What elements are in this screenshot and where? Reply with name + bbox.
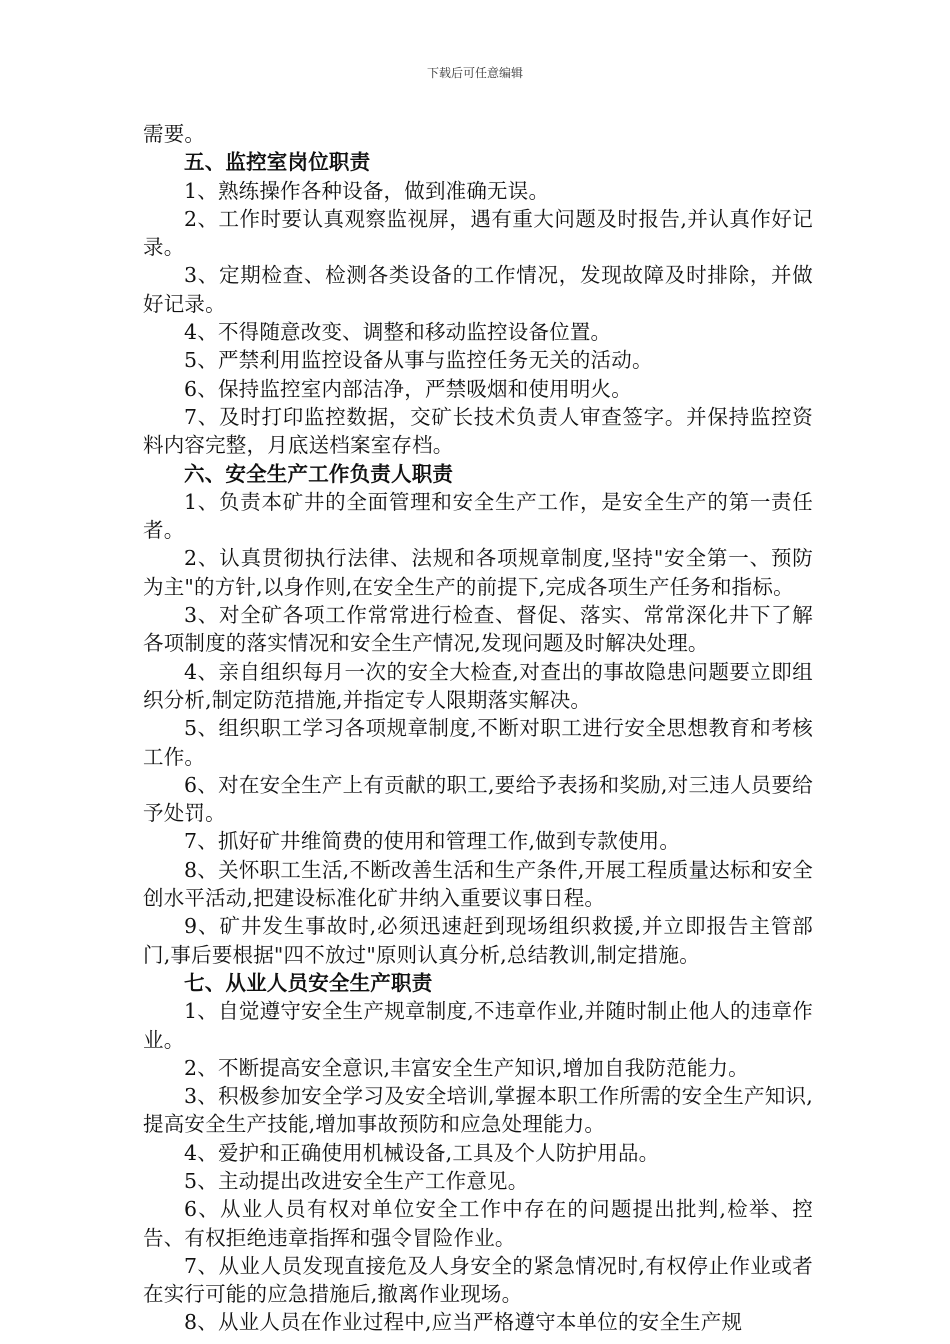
document-body xyxy=(143,120,813,1337)
section-6-heading: 六、安全生产工作负责人职责 xyxy=(184,461,454,486)
section-6-item-3: 3、对全矿各项工作常常进行检查、督促、落实、常常深化井下了解各项制度的落实情况和安全生产情况,发现问题及时解决处理。 xyxy=(143,603,813,656)
section-5-item-1: 1、熟练操作各种设备，做到准确无误。 xyxy=(184,178,550,203)
section-6-item-6: 6、对在安全生产上有贡献的职工,要给予表扬和奖励,对三违人员要给予处罚。 xyxy=(143,772,813,826)
section-7-item-3: 3、积极参加安全学习及安全培训,掌握本职工作所需的安全生产知识,提高安全生产技能,增加事故预防和应急处理能力。 xyxy=(143,1084,813,1137)
section-7-item-6: 6、从业人员有权对单位安全工作中存在的问题提出批判,检举、控告、有权拒绝违章指挥和强令冒险作业。 xyxy=(143,1197,813,1250)
section-7-item-7: 7、从业人员发现直接危及人身安全的紧急情况时,有权停止作业或者在实行可能的应急措施后,撤离作业现场。 xyxy=(143,1253,813,1307)
section-5-item-7: 7、及时打印监控数据，交矿长技术负责人审查签字。并保持监控资料内容完整，月底送档案室存档。 xyxy=(143,404,813,458)
section-6-item-5: 5、组织职工学习各项规章制度,不断对职工进行安全思想教育和考核工作。 xyxy=(143,716,813,769)
section-7-item-4: 4、爱护和正确使用机械设备,工具及个人防护用品。 xyxy=(184,1140,660,1165)
section-7-heading: 七、从业人员安全生产职责 xyxy=(184,970,433,995)
section-6-item-1: 1、负责本矿井的全面管理和安全生产工作，是安全生产的第一责任者。 xyxy=(143,489,813,543)
section-5-item-6: 6、保持监控室内部洁净，严禁吸烟和使用明火。 xyxy=(184,376,632,401)
lead-paragraph: 需要。 xyxy=(143,122,206,146)
section-5-item-3: 3、定期检查、检测各类设备的工作情况，发现故障及时排除，并做好记录。 xyxy=(143,263,813,316)
section-5-item-5: 5、严禁利用监控设备从事与监控任务无关的活动。 xyxy=(184,348,653,373)
section-6-item-2: 2、认真贯彻执行法律、法规和各项规章制度,坚持"安全第一、预防为主"的方针,以身作则,在安全生产的前提下,完成各项生产任务和指标。 xyxy=(143,546,813,599)
section-5-item-2: 2、工作时要认真观察监视屏，遇有重大问题及时报告,并认真作好记录。 xyxy=(143,206,813,260)
section-7-item-5: 5、主动提出改进安全生产工作意见。 xyxy=(184,1168,529,1193)
section-6-item-4: 4、亲自组织每月一次的安全大检查,对查出的事故隐患问题要立即组织分析,制定防范措施,并指定专人限期落实解决。 xyxy=(143,659,813,712)
section-5-item-4: 4、不得随意改变、调整和移动监控设备位置。 xyxy=(184,320,612,345)
section-7-item-2: 2、不断提高安全意识,丰富安全生产知识,增加自我防范能力。 xyxy=(184,1055,749,1080)
section-6-item-9: 9、矿井发生事故时,必须迅速赶到现场组织救援,并立即报告主管部门,事后要根据"四不放过"原则认真分析,总结教训,制定措施。 xyxy=(143,914,813,967)
section-6-item-8: 8、关怀职工生活,不断改善生活和生产条件,开展工程质量达标和安全创水平活动,把建设标准化矿井纳入重要议事日程。 xyxy=(143,857,813,911)
section-6-item-7: 7、抓好矿井维简费的使用和管理工作,做到专款使用。 xyxy=(184,829,681,854)
section-5-heading: 五、监控室岗位职责 xyxy=(184,150,371,175)
page-header: 下载后可任意编辑 xyxy=(426,66,523,80)
section-7-item-1: 1、自觉遵守安全生产规章制度,不违章作业,并随时制止他人的违章作业。 xyxy=(143,999,813,1052)
section-7-item-8: 8、从业人员在作业过程中,应当严格遵守本单位的安全生产规 xyxy=(184,1310,743,1335)
